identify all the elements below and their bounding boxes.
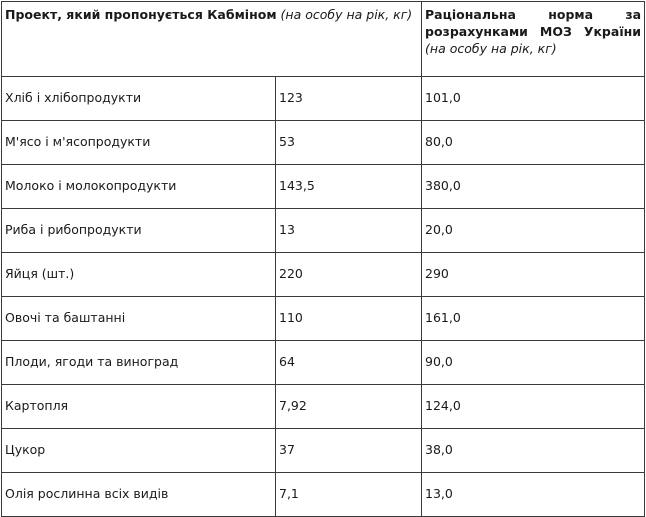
food-norms-table <box>1 1 645 517</box>
cabmin-value-cell: 220 <box>276 253 422 297</box>
moz-value-cell: 90,0 <box>422 341 645 385</box>
product-cell: Цукор <box>2 429 276 473</box>
table-row <box>2 253 645 297</box>
header-moz-cell <box>422 2 645 77</box>
moz-value-cell: 20,0 <box>422 209 645 253</box>
moz-value-cell: 13,0 <box>422 473 645 517</box>
moz-value-cell: 101,0 <box>422 77 645 121</box>
cabmin-value-cell: 53 <box>276 121 422 165</box>
product-cell: Олія рослинна всіх видів <box>2 473 276 517</box>
product-cell: Хліб і хлібопродукти <box>2 77 276 121</box>
product-cell: Овочі та баштанні <box>2 297 276 341</box>
header-moz-title-line2: розрахунками МОЗ України <box>425 24 641 39</box>
header-row <box>2 2 645 77</box>
header-cabmin-unit: (на особу на рік, кг) <box>280 7 413 22</box>
table-row <box>2 165 645 209</box>
table-row <box>2 385 645 429</box>
product-cell: Риба і рибопродукти <box>2 209 276 253</box>
header-moz-title-line1: Раціональна норма за <box>425 7 642 22</box>
product-cell: М'ясо і м'ясопродукти <box>2 121 276 165</box>
table-row <box>2 429 645 473</box>
table-row <box>2 473 645 517</box>
product-cell: Плоди, ягоди та виноград <box>2 341 276 385</box>
cabmin-value-cell: 123 <box>276 77 422 121</box>
product-cell: Яйця (шт.) <box>2 253 276 297</box>
moz-value-cell: 290 <box>422 253 645 297</box>
cabmin-value-cell: 64 <box>276 341 422 385</box>
moz-value-cell: 380,0 <box>422 165 645 209</box>
cabmin-value-cell: 37 <box>276 429 422 473</box>
product-cell: Молоко і молокопродукти <box>2 165 276 209</box>
cabmin-value-cell: 143,5 <box>276 165 422 209</box>
moz-value-cell: 124,0 <box>422 385 645 429</box>
header-moz-unit: (на особу на рік, кг) <box>425 41 557 56</box>
cabmin-value-cell: 7,92 <box>276 385 422 429</box>
product-cell: Картопля <box>2 385 276 429</box>
table-row <box>2 297 645 341</box>
table-row <box>2 341 645 385</box>
table-row <box>2 209 645 253</box>
table-row <box>2 121 645 165</box>
moz-value-cell: 161,0 <box>422 297 645 341</box>
moz-value-cell: 80,0 <box>422 121 645 165</box>
header-cabmin-title: Проект, який пропонується Кабміном <box>5 7 277 22</box>
cabmin-value-cell: 110 <box>276 297 422 341</box>
cabmin-value-cell: 13 <box>276 209 422 253</box>
header-cabmin-cell <box>2 2 422 77</box>
cabmin-value-cell: 7,1 <box>276 473 422 517</box>
table-row <box>2 77 645 121</box>
moz-value-cell: 38,0 <box>422 429 645 473</box>
